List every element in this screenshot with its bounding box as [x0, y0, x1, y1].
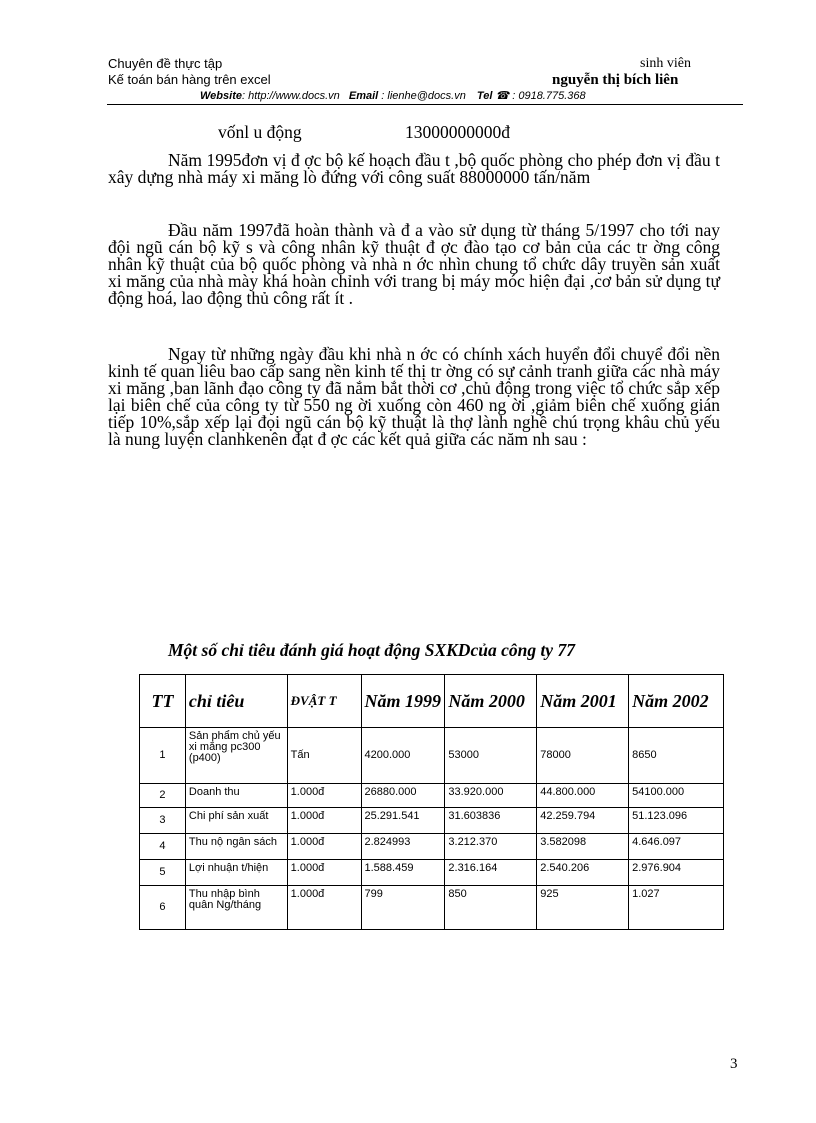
tel-value: ☎ : 0918.775.368 [495, 90, 586, 102]
performance-table [139, 674, 724, 930]
header-2000: Năm 2000 [445, 675, 537, 728]
header-indicator: chỉ tiêu [185, 675, 287, 728]
header-contact-line [200, 89, 586, 102]
header-1999: Năm 1999 [361, 675, 445, 728]
cell-unit: Tấn [287, 728, 361, 784]
cell-2001: 3.582098 [537, 834, 629, 860]
cell-2002: 54100.000 [629, 784, 724, 808]
header-unit: ĐVẬT T [287, 675, 361, 728]
cell-2000: 2.316.164 [445, 860, 537, 886]
header-course: Chuyên đề thực tập [108, 56, 223, 71]
cell-2000: 53000 [445, 728, 537, 784]
cell-2002: 1.027 [629, 886, 724, 930]
cell-2001: 925 [537, 886, 629, 930]
cell-1999: 25.291.541 [361, 808, 445, 834]
header-student-label: sinh viên [640, 56, 691, 71]
table-title: Một số chỉ tiêu đánh giá hoạt động SXKDcủa công ty 77 [168, 640, 575, 660]
header-rule [107, 104, 743, 105]
cell-1999: 799 [361, 886, 445, 930]
capital-label: vốnl u động [218, 122, 302, 142]
cell-unit: 1.000đ [287, 834, 361, 860]
cell-2002: 8650 [629, 728, 724, 784]
cell-tt: 5 [140, 860, 186, 886]
cell-2000: 31.603836 [445, 808, 537, 834]
cell-2002: 4.646.097 [629, 834, 724, 860]
header-2001: Năm 2001 [537, 675, 629, 728]
cell-unit: 1.000đ [287, 860, 361, 886]
cell-unit: 1.000đ [287, 886, 361, 930]
cell-2000: 3.212.370 [445, 834, 537, 860]
cell-indicator: Doanh thu [185, 784, 287, 808]
cell-indicator: Thu nhập bình quân Ng/tháng [185, 886, 287, 930]
table-row [140, 728, 724, 784]
cell-indicator: Sản phẩm chủ yếu xi măng pc300 (p400) [185, 728, 287, 784]
header-student-name: nguyễn thị bích liên [552, 72, 679, 88]
cell-tt: 1 [140, 728, 186, 784]
cell-2000: 850 [445, 886, 537, 930]
cell-2001: 2.540.206 [537, 860, 629, 886]
cell-unit: 1.000đ [287, 784, 361, 808]
website-label: Website [200, 90, 242, 102]
table-row [140, 784, 724, 808]
table-header-row [140, 675, 724, 728]
email-link[interactable]: : lienhe@docs.vn [381, 90, 466, 102]
cell-1999: 4200.000 [361, 728, 445, 784]
header-subject: Kế toán bán hàng trên excel [108, 72, 271, 87]
header-tt: TT [140, 675, 186, 728]
paragraph-1: Năm 1995đơn vị đ ợc bộ kế hoạch đầu t ,bộ quốc phòng cho phép đơn vị đầu t xây dựng nhà máy xi măng lò đứng với công suất 88000000 tấn/năm [108, 150, 720, 187]
table-row [140, 860, 724, 886]
cell-2000: 33.920.000 [445, 784, 537, 808]
cell-indicator: Lợi nhuận t/hiện [185, 860, 287, 886]
paragraph-3: Ngay từ những ngày đầu khi nhà n ớc có chính xách huyển đổi chuyể đổi nền kinh tế quan liêu bao cấp sang nền kinh tế thị tr ờng có sự cảnh tranh giữa các nhà máy xi măng ,ban lãnh đạo công ty đã nắm bắt thời cơ ,chủ động trong việc tổ chức sắp xếp lại biên chế của công ty từ 550 ng ời xuống còn 460 ng ời ,giảm biên chế xuống gián tiếp 10%,sắp xếp lại đọi ngũ cán bộ kỹ thuật là thợ lành nghề chú trọng khâu chủ yếu là nung luyện clanhkenên đạt đ ợc các kết quả giữa các năm nh sau : [108, 344, 720, 449]
table-row [140, 808, 724, 834]
header-2002: Năm 2002 [629, 675, 724, 728]
cell-2001: 78000 [537, 728, 629, 784]
website-link[interactable]: : http://www.docs.vn [241, 90, 340, 102]
cell-1999: 2.824993 [361, 834, 445, 860]
cell-tt: 3 [140, 808, 186, 834]
table-row [140, 834, 724, 860]
email-label: Email [348, 90, 379, 102]
cell-indicator: Chi phí sản xuất [185, 808, 287, 834]
cell-2002: 2.976.904 [629, 860, 724, 886]
cell-tt: 6 [140, 886, 186, 930]
paragraph-2: Đầu năm 1997đã hoàn thành và đ a vào sử dụng từ tháng 5/1997 cho tới nay đội ngũ cán bộ kỹ s và công nhân kỹ thuật đ ợc đào tạo cơ bản của các tr ờng công nhân kỹ thuật của bộ quốc phòng và nhà n ớc nhìn chung tổ chức dây truyền sản xuất xi măng của nhà mày khá hoàn chỉnh với trang bị máy móc hiện đại ,cơ bản sử dụng tự động hoá, lao động thủ công rất ít . [108, 220, 720, 308]
cell-unit: 1.000đ [287, 808, 361, 834]
cell-indicator: Thu nộ ngân sách [185, 834, 287, 860]
cell-1999: 1.588.459 [361, 860, 445, 886]
cell-tt: 2 [140, 784, 186, 808]
table-row [140, 886, 724, 930]
tel-label: Tel [476, 90, 493, 102]
page-number: 3 [730, 1056, 738, 1072]
cell-tt: 4 [140, 834, 186, 860]
cell-2001: 44.800.000 [537, 784, 629, 808]
cell-2001: 42.259.794 [537, 808, 629, 834]
cell-1999: 26880.000 [361, 784, 445, 808]
cell-2002: 51.123.096 [629, 808, 724, 834]
capital-value: 13000000000đ [405, 122, 510, 142]
